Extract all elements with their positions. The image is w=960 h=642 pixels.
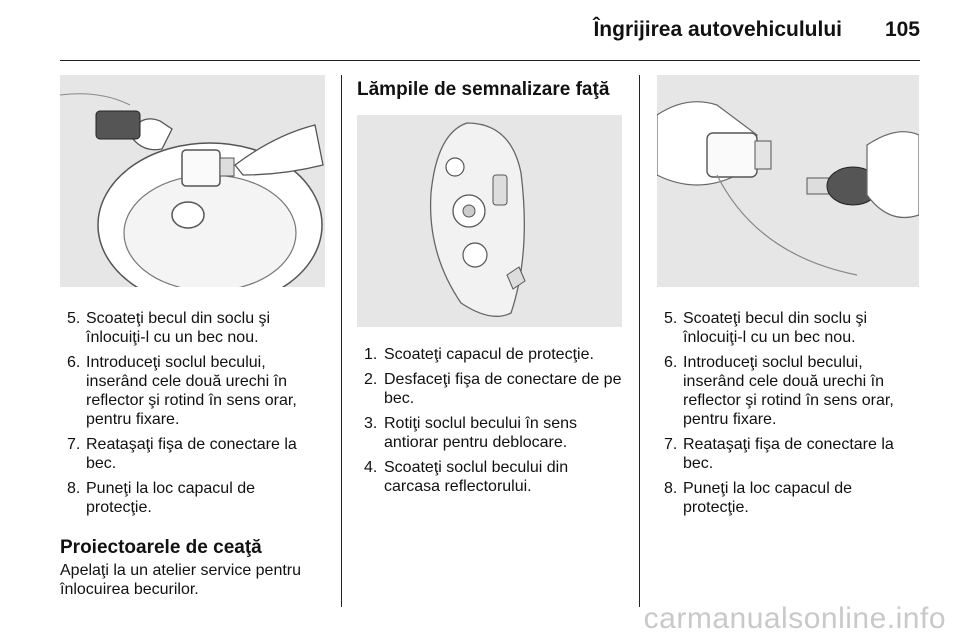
steps-list	[657, 309, 919, 517]
column-2	[357, 75, 624, 502]
list-item: 3. Rotiţi soclul becului în sens antiorar pentru deblocare.	[364, 415, 577, 451]
list-item: 1. Scoateţi capacul de protecţie.	[364, 346, 594, 363]
header-title: Îngrijirea autovehiculului	[593, 18, 842, 41]
list-item: 6. Introduceţi soclul becului, inserând cele două urechi în reflector şi rotind în sens orar, pentru fixare.	[664, 354, 894, 428]
watermark: carmanualsonline.info	[643, 602, 946, 635]
list-item: 7. Reataşaţi fişa de conectare la bec.	[67, 436, 297, 472]
list-item: 7. Reataşaţi fişa de conectare la bec.	[664, 436, 894, 472]
list-item: 2. Desfaceţi fişa de conectare de pe bec.	[364, 371, 622, 407]
fog-paragraph: Apelaţi la un atelier service pentru înlocuirea becurilor.	[60, 562, 302, 598]
list-item: 8. Puneţi la loc capacul de protecţie.	[67, 480, 255, 516]
steps-list	[60, 309, 325, 517]
column-1	[60, 75, 325, 599]
list-item: 4. Scoateţi soclul becului din carcasa reflectorului.	[364, 459, 569, 495]
section-title-signal: Lămpile de semnalizare faţă	[357, 79, 610, 100]
list-item: 5. Scoateţi becul din soclu şi înlocuiţi-l cu un bec nou.	[664, 310, 868, 346]
page-number: 105	[884, 18, 920, 41]
section-title-fog: Proiectoarele de ceaţă	[60, 537, 262, 558]
list-item: 8. Puneţi la loc capacul de protecţie.	[664, 480, 852, 516]
signal-bulb-illustration	[657, 75, 919, 287]
headlamp-illustration	[357, 115, 622, 327]
column-divider-1	[341, 75, 342, 607]
list-item: 5. Scoateţi becul din soclu şi înlocuiţi-l cu un bec nou.	[67, 310, 271, 346]
page-header	[0, 14, 960, 46]
fog-bulb-illustration	[60, 75, 325, 287]
column-divider-2	[639, 75, 640, 607]
list-item: 6. Introduceţi soclul becului, inserând cele două urechi în reflector şi rotind în sens orar, pentru fixare.	[67, 354, 297, 428]
header-divider	[60, 60, 920, 61]
steps-list	[357, 345, 624, 496]
column-3	[657, 75, 919, 523]
